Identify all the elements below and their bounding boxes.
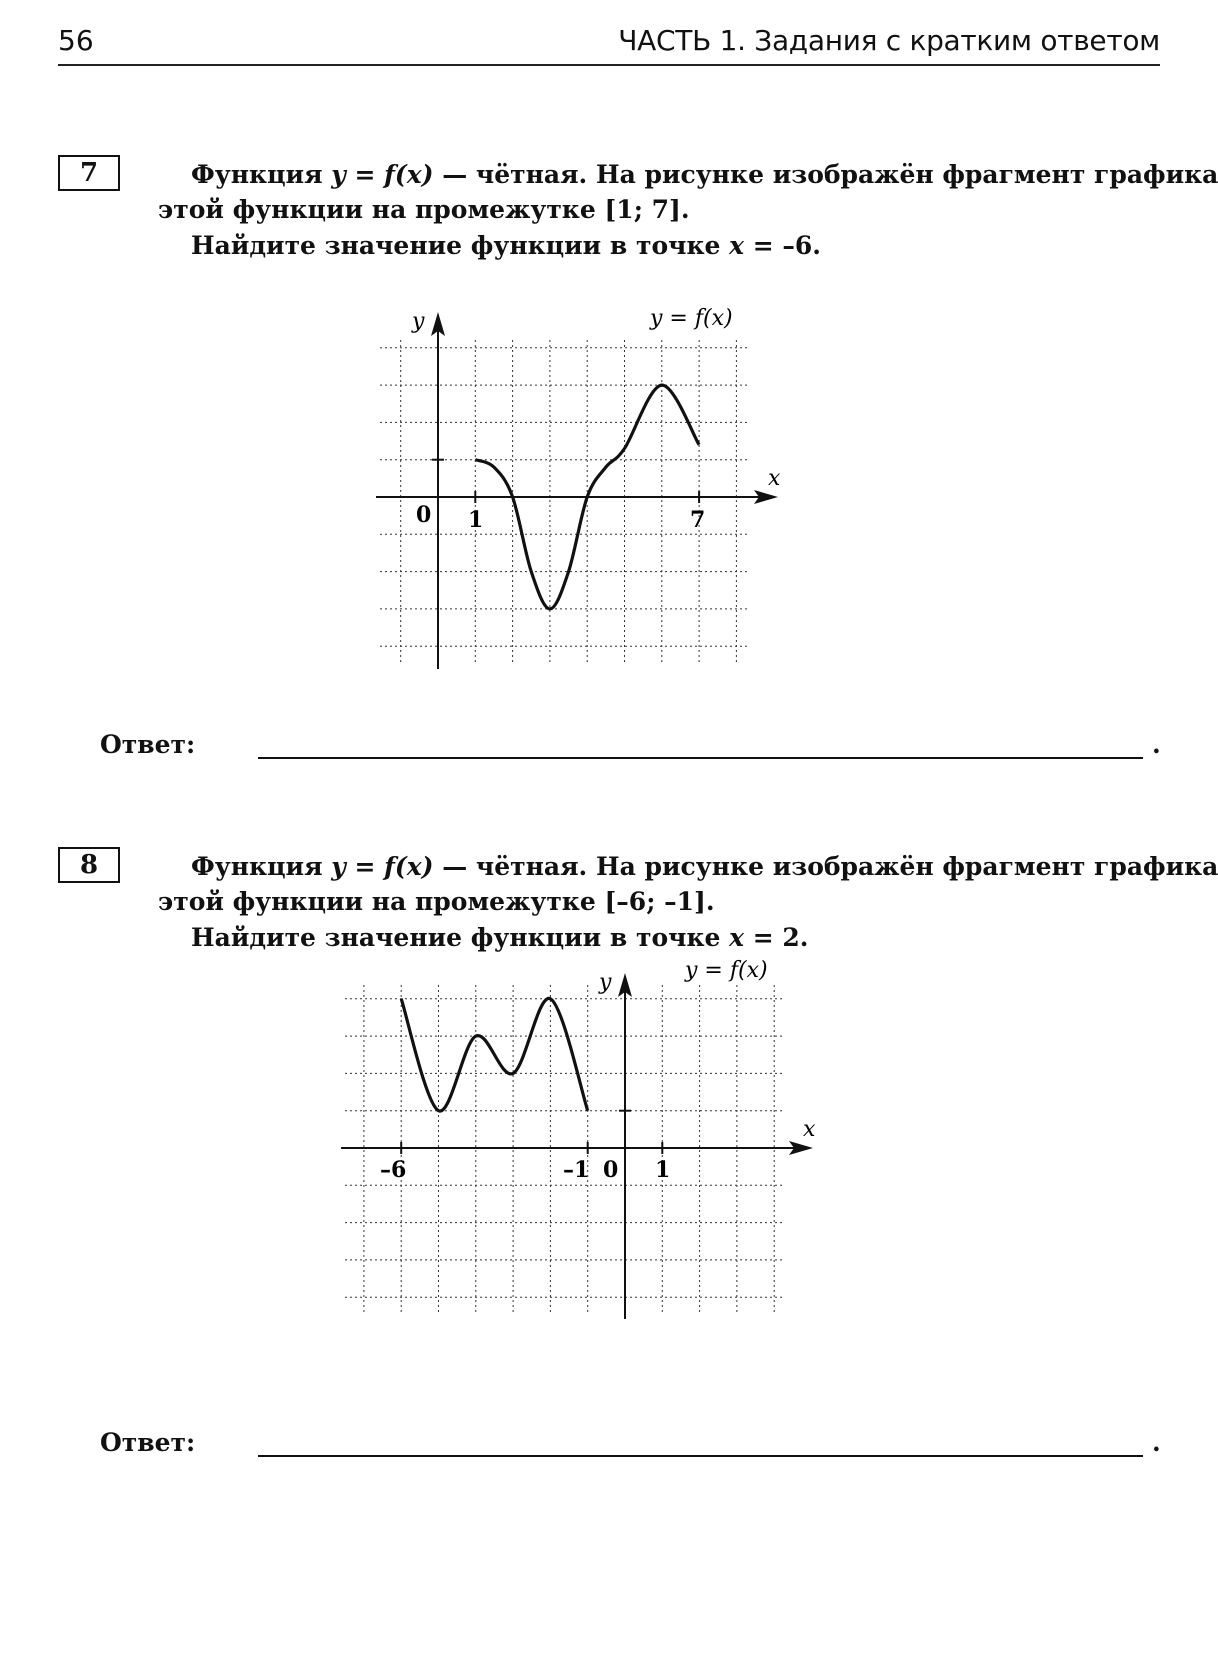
task-number-box: 7 [58, 155, 120, 191]
task-text-line-1 [191, 852, 1218, 881]
graph-title: y = f(x) [685, 958, 768, 983]
text-fragment: Функция [191, 852, 332, 881]
answer-field-8[interactable] [258, 1455, 1143, 1457]
graph-task-8 [345, 958, 865, 1395]
var-y: y [331, 852, 346, 881]
answer-dot-8: . [1152, 1428, 1161, 1457]
var-x: x [729, 923, 745, 952]
task-number-box: 8 [58, 847, 120, 883]
text-fragment: — чётная. На рисунке изображён фрагмент графика [433, 160, 1218, 189]
page-header [58, 20, 1160, 66]
page-number: 56 [58, 24, 94, 57]
tick-label: –1 [563, 1157, 590, 1183]
answer-label-8: Ответ: [100, 1428, 196, 1457]
func-fx: f(x) [384, 160, 434, 189]
function-curve [401, 998, 588, 1111]
task-text-line-2: этой функции на промежутке [–6; –1]. [158, 887, 715, 916]
text-fragment: Найдите значение функции в точке [191, 231, 730, 260]
running-title: ЧАСТЬ 1. Задания с кратким ответом [618, 24, 1160, 57]
tick-label: 0 [416, 502, 432, 528]
task-text-line-3 [191, 923, 809, 952]
task-text-line-3 [191, 231, 821, 260]
text-fragment: Найдите значение функции в точке [191, 923, 730, 952]
text-fragment: = [345, 160, 385, 189]
y-axis-label: y [599, 970, 612, 995]
graph-title: y = f(x) [650, 306, 733, 331]
tick-label: –6 [380, 1157, 407, 1183]
tick-label: 1 [655, 1157, 671, 1183]
answer-dot-7: . [1152, 730, 1161, 759]
x-axis-label: x [803, 1117, 816, 1142]
text-fragment: — чётная. На рисунке изображён фрагмент графика [433, 852, 1218, 881]
answer-field-7[interactable] [258, 757, 1143, 759]
x-axis-label: x [768, 466, 781, 491]
graph-task-7 [380, 300, 820, 710]
tick-label: 7 [690, 507, 706, 533]
text-fragment: Функция [191, 160, 332, 189]
func-fx: f(x) [384, 852, 434, 881]
text-fragment: = [345, 852, 385, 881]
var-x: x [729, 231, 745, 260]
answer-label-7: Ответ: [100, 730, 196, 759]
task-text-line-1 [191, 160, 1218, 189]
task-text-line-2: этой функции на промежутке [1; 7]. [158, 195, 690, 224]
y-axis-label: y [412, 309, 425, 334]
tick-label: 1 [468, 507, 484, 533]
var-y: y [331, 160, 346, 189]
tick-label: 0 [603, 1157, 619, 1183]
text-fragment: = 2. [744, 923, 809, 952]
text-fragment: = –6. [744, 231, 821, 260]
